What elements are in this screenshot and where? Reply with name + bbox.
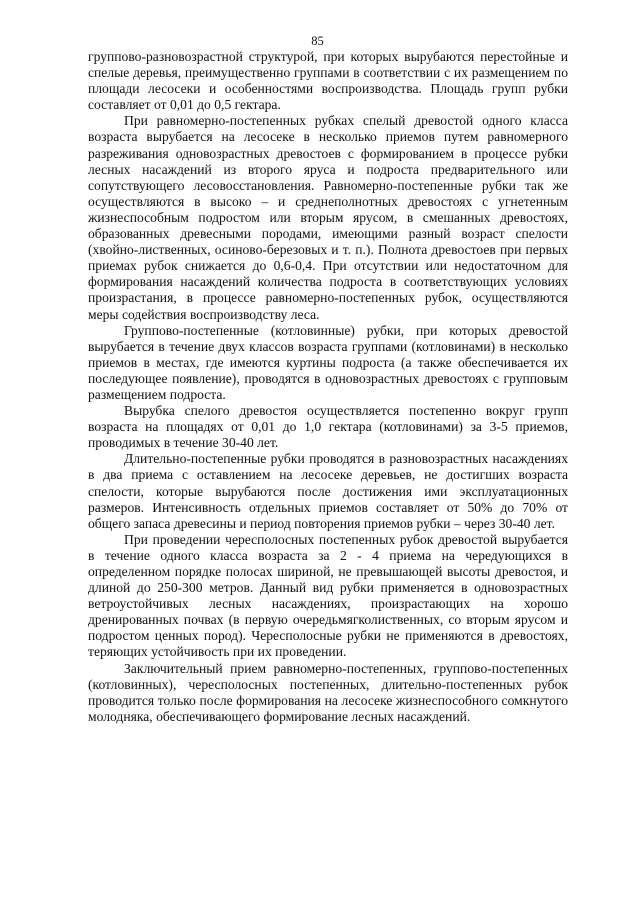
page-number: 85: [311, 34, 324, 48]
paragraph-7: Заключительный прием равномерно-постепенных, группово-постепенных (котловинных), чересполосных постепенных, длительно-постепенных рубок проводится только после формирования на лесосеке жизнеспособного сомкнутого молодняка, обеспечивающего формирование лесных насаждений.: [88, 660, 568, 724]
paragraph-1: группово-разновозрастной структурой, при которых вырубаются перестойные и спелые деревья, преимущественно группами в соответствии с их размещением по площади лесосеки и особенностями воспроизводства. Площадь групп рубки составляет от 0,01 до 0,5 гектара.: [88, 49, 568, 113]
paragraph-2: При равномерно-постепенных рубках спелый древостой одного класса возраста вырубается на лесосеке в несколько приемов путем равномерного разреживания одновозрастных древостоев с формированием в процессе рубки лесных насаждений из второго яруса и подроста предварительного или сопутствующего лесовосстановления. Равномерно-постепенные рубки так же осуществляются в высоко – и среднеполнотных древостоях с угнетенным жизнеспособным подростом или вторым ярусом, в смешанных древостоях, образованных древесными породами, имеющими разный возраст спелости (хвойно-лиственных, осиново-березовых и т. п.). Полнота древостоев при первых приемах рубок снижается до 0,6-0,4. При отсутствии или недостаточном для формирования насаждений количества подроста в соответствующих условиях произрастания, в процессе равномерно-постепенных рубок, осуществляются меры содействия воспроизводству леса.: [88, 113, 568, 322]
paragraph-5: Длительно-постепенные рубки проводятся в разновозрастных насаждениях в два приема с оставлением на лесосеке деревьев, не достигших возраста спелости, которые вырубаются после достижения ими эксплуатационных размеров. Интенсивность отдельных приемов составляет от 50% до 70% от общего запаса древесины и период повторения приемов рубки – через 30-40 лет.: [88, 451, 568, 531]
paragraph-6: При проведении чересполосных постепенных рубок древостой вырубается в течение одного класса возраста за 2 - 4 приема на чередующихся в определенном порядке полосах шириной, не превышающей высоты древостоя, и длиной до 250-300 метров. Данный вид рубки применяется в одновозрастных ветроустойчивых лесных насаждениях, произрастающих на хорошо дренированных почвах (в первую очередьмягколиственных, со вторым ярусом и подростом ценных пород). Чересполосные рубки не применяются в древостоях, теряющих устойчивость при их проведении.: [88, 531, 568, 660]
body-text: [88, 49, 568, 725]
paragraph-4: Вырубка спелого древостоя осуществляется постепенно вокруг групп возраста на площадях от 0,01 до 1,0 гектара (котловинами) за 3-5 приемов, проводимых в течение 30-40 лет.: [88, 403, 568, 451]
paragraph-3: Группово-постепенные (котловинные) рубки, при которых древостой вырубается в течение двух классов возраста группами (котловинами) в несколько приемов в местах, где имеются куртины подроста (а также обеспечивается их последующее появление), проводятся в одновозрастных древостоях с групповым размещением подроста.: [88, 322, 568, 402]
